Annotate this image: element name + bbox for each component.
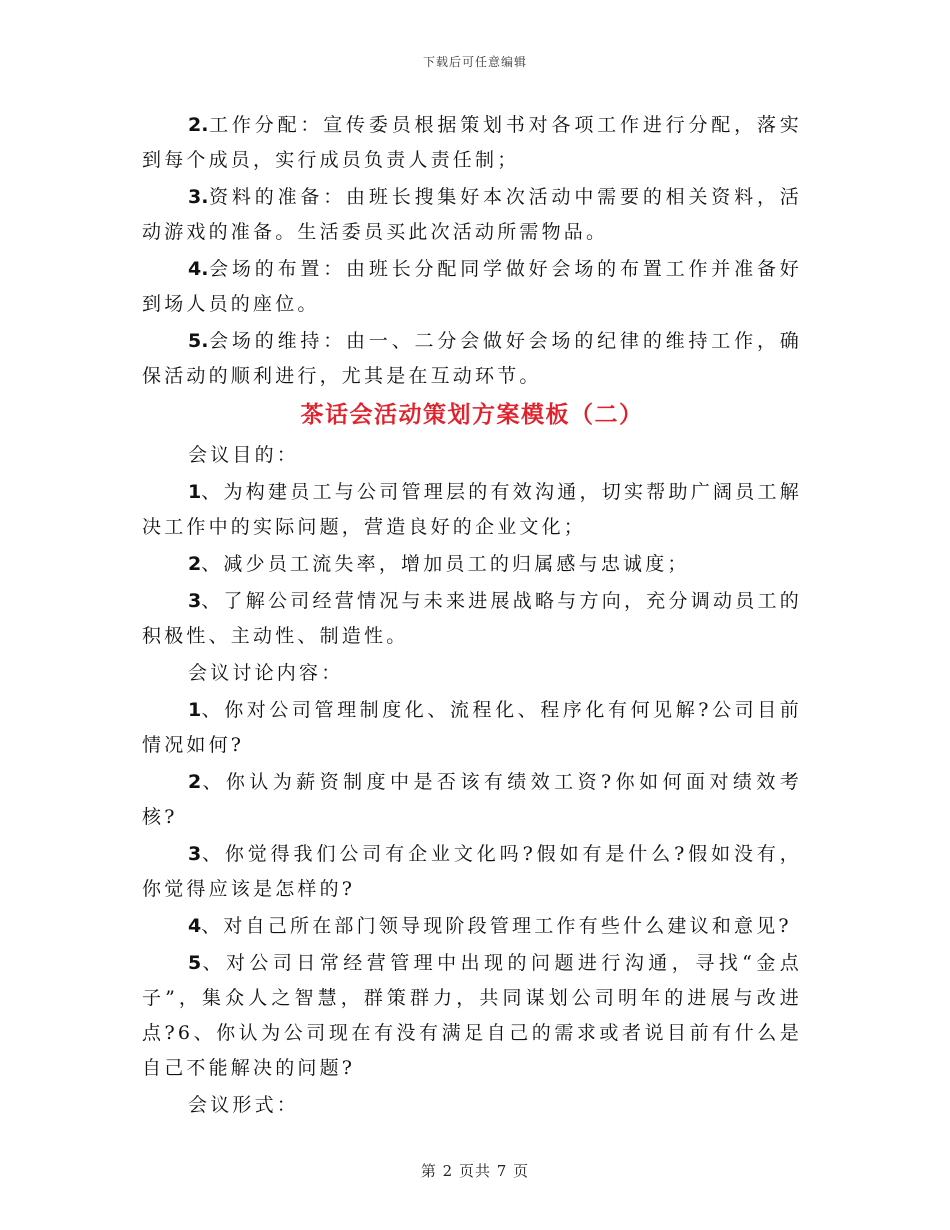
list-item <box>142 909 802 944</box>
item-number: 3. <box>188 186 209 208</box>
item-number: 3 <box>188 590 202 612</box>
item-number: 5. <box>188 330 209 352</box>
page-header-note: 下载后可任意编辑 <box>422 55 527 69</box>
document-body <box>142 108 802 1125</box>
item-number: 4 <box>188 915 202 937</box>
item-text: 、你对公司管理制度化、流程化、程序化有何见解?公司目前情况如何? <box>142 699 802 756</box>
list-item <box>142 584 802 654</box>
item-number: 2 <box>188 771 202 793</box>
item-number: 4. <box>188 258 209 280</box>
item-text: 工作分配：宣传委员根据策划书对各项工作进行分配，落实到每个成员，实行成员负责人责任制； <box>142 114 802 171</box>
list-item <box>142 837 802 907</box>
list-item <box>142 108 802 178</box>
page-number: 第 2 页共 7 页 <box>420 1162 530 1180</box>
item-text: 会场的布置：由班长分配同学做好会场的布置工作并准备好到场人员的座位。 <box>142 258 802 315</box>
item-text: 、对公司日常经营管理中出现的问题进行沟通，寻找“金点子”，集众人之智慧，群策群力，共同谋划公司明年的进展与改进点?6、你认为公司现在有没有满足自己的需求或者说目前有什么是自己不能解决的问题? <box>142 952 802 1079</box>
list-item <box>142 252 802 322</box>
discussion-heading: 会议讨论内容： <box>188 662 344 684</box>
item-text: 、为构建员工与公司管理层的有效沟通，切实帮助广阔员工解决工作中的实际问题，营造良好的企业文化； <box>142 481 802 538</box>
list-item <box>142 765 802 835</box>
item-text: 、减少员工流失率，增加员工的归属感与忠诚度； <box>201 553 690 575</box>
item-text: 会场的维持：由一、二分会做好会场的纪律的维持工作，确保活动的顺利进行，尤其是在互动环节。 <box>142 330 802 387</box>
item-number: 1 <box>188 699 202 721</box>
item-number: 2 <box>188 553 202 575</box>
list-item <box>142 547 802 582</box>
item-text: 、对自己所在部门领导现阶段管理工作有些什么建议和意见? <box>201 915 792 937</box>
form-heading: 会议形式： <box>188 1094 300 1116</box>
item-number: 3 <box>188 843 202 865</box>
list-item <box>142 180 802 250</box>
item-number: 5 <box>188 952 202 974</box>
item-text: 、你认为薪资制度中是否该有绩效工资?你如何面对绩效考核? <box>142 771 802 828</box>
item-number: 1 <box>188 481 202 503</box>
item-text: 资料的准备：由班长搜集好本次活动中需要的相关资料，活动游戏的准备。生活委员买此次活动所需物品。 <box>142 186 802 243</box>
list-item <box>142 475 802 545</box>
list-item <box>142 946 802 1086</box>
item-text: 、了解公司经营情况与未来进展战略与方向，充分调动员工的积极性、主动性、制造性。 <box>142 590 802 647</box>
item-text: 、你觉得我们公司有企业文化吗?假如有是什么?假如没有，你觉得应该是怎样的? <box>142 843 802 900</box>
list-item <box>142 324 802 394</box>
section-title: 茶话会活动策划方案模板（二） <box>300 402 644 428</box>
purpose-heading: 会议目的： <box>188 444 300 466</box>
list-item <box>142 693 802 763</box>
item-number: 2. <box>188 114 209 136</box>
